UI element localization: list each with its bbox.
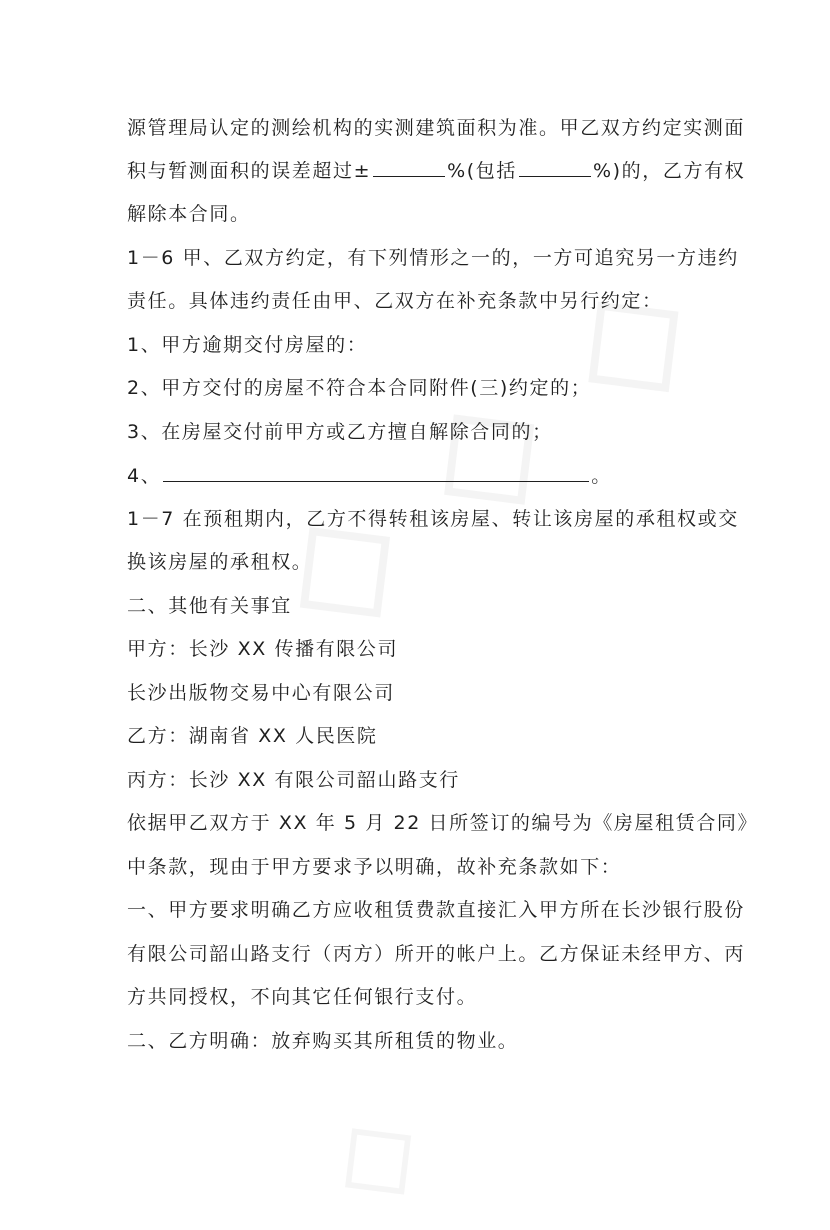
list-item-3: 3、在房屋交付前甲方或乙方擅自解除合同的；	[127, 421, 553, 443]
text-segment: %)的，乙方有权	[593, 160, 746, 182]
party-c: 丙方：长沙 XX 有限公司韶山路支行	[127, 769, 460, 791]
supplement-item-2: 二、乙方明确：放弃购买其所租赁的物业。	[127, 1030, 519, 1052]
clause-1-6: 1－6 甲、乙双方约定，有下列情形之一的，一方可追究另一方违约	[127, 247, 739, 269]
watermark-lower	[300, 1078, 445, 1230]
party-a-alt: 长沙出版物交易中心有限公司	[127, 682, 395, 704]
list-item-2: 2、甲方交付的房屋不符合本合同附件(三)约定的；	[127, 377, 592, 399]
list-item-1: 1、甲方逾期交付房屋的：	[127, 334, 368, 356]
text-line: 源管理局认定的测绘机构的实测建筑面积为准。甲乙双方约定实测面	[127, 117, 746, 139]
supplement-item-1: 一、甲方要求明确乙方应收租赁费款直接汇入甲方所在长沙银行股份	[127, 899, 746, 921]
blank-underline	[519, 157, 591, 177]
text-line: 解除本合同。	[127, 203, 251, 225]
text-line: 换该房屋的承租权。	[127, 551, 313, 573]
text-segment: 4、	[127, 465, 162, 487]
section-heading: 二、其他有关事宜	[127, 595, 292, 617]
text-line: 有限公司韶山路支行（丙方）所开的帐户上。乙方保证未经甲方、丙	[127, 943, 746, 965]
clause-1-7: 1－7 在预租期内，乙方不得转租该房屋、转让该房屋的承租权或交	[127, 508, 739, 530]
list-item-4	[127, 462, 717, 489]
blank-underline	[163, 462, 589, 482]
blank-underline	[373, 157, 445, 177]
text-line: 责任。具体违约责任由甲、乙双方在补充条款中另行约定：	[127, 290, 663, 312]
text-line: 中条款，现由于甲方要求予以明确，故补充条款如下：	[127, 856, 622, 878]
text-segment: %(包括	[447, 160, 517, 182]
text-line: 依据甲乙双方于 XX 年 5 月 22 日所签订的编号为《房屋租赁合同》	[127, 812, 759, 834]
text-segment: 。	[591, 465, 612, 487]
text-line: 方共同授权，不向其它任何银行支付。	[127, 986, 478, 1008]
text-line-with-blanks	[127, 157, 746, 184]
party-a: 甲方：长沙 XX 传播有限公司	[127, 638, 399, 660]
party-b: 乙方：湖南省 XX 人民医院	[127, 725, 378, 747]
text-segment: 积与暂测面积的误差超过±	[127, 160, 372, 182]
